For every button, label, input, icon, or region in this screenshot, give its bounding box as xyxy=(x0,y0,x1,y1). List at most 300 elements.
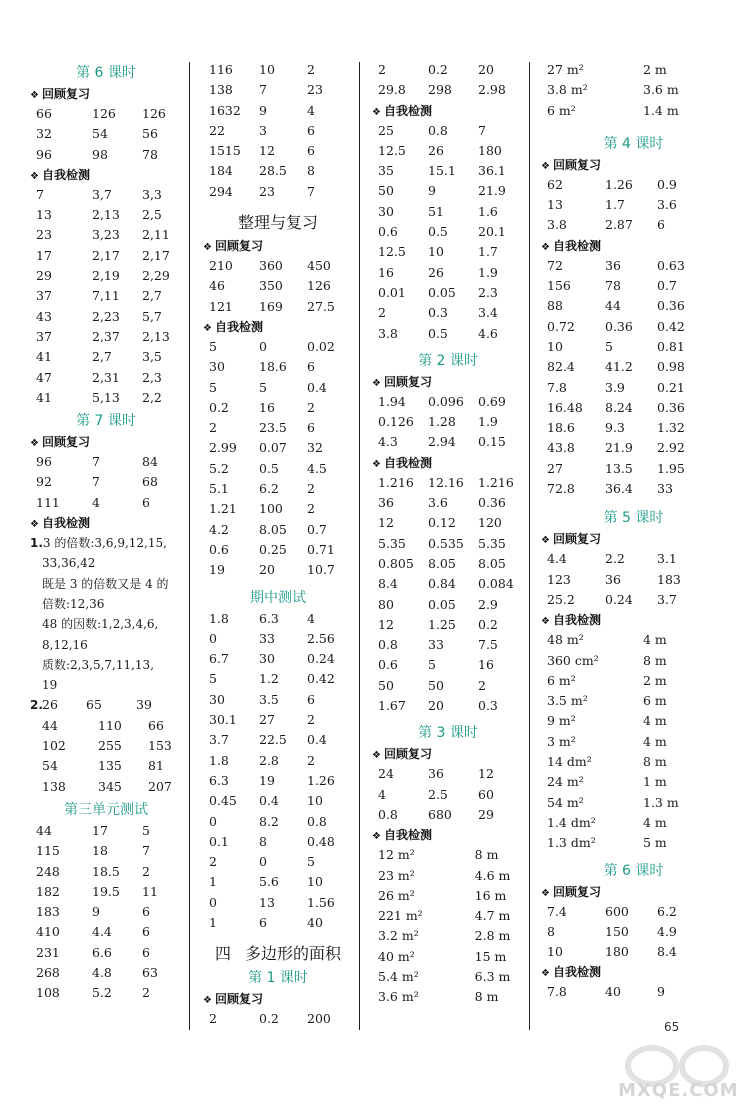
answer-cell: 5 xyxy=(428,657,436,673)
answer-row xyxy=(372,615,524,635)
answer-cell: 5.2 xyxy=(209,460,229,476)
answer-cell: 2,11 xyxy=(142,227,170,243)
answer-cell: 182 xyxy=(36,883,60,899)
answer-cell: 138 xyxy=(209,82,233,98)
answer-rows xyxy=(372,60,524,101)
answer-cell: 12.16 xyxy=(428,474,464,490)
answer-cell: 0.84 xyxy=(428,576,456,592)
answer-cell: 3,7 xyxy=(92,186,112,202)
question-line: 倍数:12,36 xyxy=(42,596,105,611)
answer-cell: 11 xyxy=(142,883,158,899)
answer-cell: 294 xyxy=(209,183,233,199)
answer-cell: 7.8 xyxy=(547,984,567,1000)
answer-cell: 6 xyxy=(142,494,150,510)
answer-row xyxy=(372,181,524,201)
answer-row xyxy=(541,317,726,337)
answer-cell: 200 xyxy=(307,1011,331,1027)
answer-cell: 9 xyxy=(657,984,665,1000)
answer-row xyxy=(372,764,524,784)
answer-cell: 8.05 xyxy=(259,521,287,537)
answer-cell: 207 xyxy=(148,778,172,794)
answer-row xyxy=(30,472,182,492)
answer-cell: 4.5 xyxy=(307,460,327,476)
answer-cell: 4 m xyxy=(643,632,667,648)
answer-cell: 4.8 xyxy=(92,964,112,980)
answer-row xyxy=(372,595,524,615)
answer-cell: 16 xyxy=(378,264,394,280)
answer-cell: 2,3 xyxy=(142,369,162,385)
answer-row xyxy=(541,902,726,922)
answer-row xyxy=(372,513,524,533)
answer-row xyxy=(203,499,353,519)
answer-rows xyxy=(372,764,524,825)
answer-row xyxy=(541,256,726,276)
answer-cell: 37 xyxy=(36,288,52,304)
answer-cell: 4.2 xyxy=(209,521,229,537)
answer-row xyxy=(30,124,182,144)
answer-cell: 3.5 xyxy=(259,691,279,707)
answer-row xyxy=(541,60,726,80)
answer-cell: 12 xyxy=(378,616,394,632)
answer-row xyxy=(30,205,182,225)
answer-row xyxy=(372,635,524,655)
answer-cell: 50 xyxy=(378,677,394,693)
answer-cell: 10.7 xyxy=(307,562,335,578)
answer-cell: 0.126 xyxy=(378,414,414,430)
answer-cell: 8.24 xyxy=(605,399,633,415)
answer-cell: 1515 xyxy=(209,143,241,159)
answer-row xyxy=(203,256,353,276)
answer-cell: 27 xyxy=(259,712,275,728)
answer-cell: 23 xyxy=(259,183,275,199)
answer-cell: 6.7 xyxy=(209,651,229,667)
answer-cell: 25 xyxy=(378,122,394,138)
answer-cell: 0.535 xyxy=(428,535,464,551)
answer-cell: 1.4 m xyxy=(643,102,679,118)
answer-cell: 20 xyxy=(259,562,275,578)
answer-cell: 8 m xyxy=(643,754,667,770)
answer-rows xyxy=(541,549,726,610)
answer-cell: 54 xyxy=(92,126,108,142)
answer-cell: 2.56 xyxy=(307,630,335,646)
answer-cell: 6 m² xyxy=(547,102,576,118)
answer-cell: 9 xyxy=(428,183,436,199)
answer-cell: 0.2 xyxy=(428,62,448,77)
answer-cell: 1.25 xyxy=(428,616,456,632)
answer-cell: 12 xyxy=(259,143,275,159)
answer-cell: 24 xyxy=(378,766,394,782)
answer-cell: 0.02 xyxy=(307,338,335,354)
answer-cell: 5 xyxy=(605,338,613,354)
answer-cell: 23 xyxy=(36,227,52,243)
answer-cell: 6 xyxy=(307,359,315,375)
answer-cell: 2.8 xyxy=(259,752,279,768)
answer-cell: 50 xyxy=(378,183,394,199)
answer-cell: 62 xyxy=(547,176,563,192)
answer-cell: 123 xyxy=(547,571,571,587)
answer-row xyxy=(541,922,726,942)
answer-cell: 121 xyxy=(209,298,233,314)
answer-cell: 10 xyxy=(307,874,323,890)
answer-cell: 0.3 xyxy=(478,698,498,714)
answer-cell: 2 xyxy=(307,712,315,728)
answer-cell: 72 xyxy=(547,257,563,273)
answer-cell: 0.5 xyxy=(428,325,448,341)
answer-row xyxy=(203,60,353,80)
answer-cell: 360 cm² xyxy=(547,652,599,668)
answer-cell: 4.6 m xyxy=(474,867,511,883)
answer-cell: 13 xyxy=(547,197,563,213)
answer-cell: 4 xyxy=(307,610,315,626)
answer-row xyxy=(30,983,182,1003)
answer-cell: 12 xyxy=(478,766,494,782)
answer-cell: 10 xyxy=(259,62,275,77)
answer-cell: 66 xyxy=(148,717,164,733)
answer-cell: 4.7 m xyxy=(474,908,511,924)
answer-row xyxy=(30,327,182,347)
answer-cell: 30.1 xyxy=(209,712,237,728)
subsection-label: ❖ 回顾复习 xyxy=(541,155,726,175)
answer-cell: 0.05 xyxy=(428,596,456,612)
answer-cell: 2.99 xyxy=(209,440,237,456)
answer-cell: 5,7 xyxy=(142,308,162,324)
answer-cell: 0.5 xyxy=(428,224,448,240)
answer-cell: 7.8 xyxy=(547,379,567,395)
answer-cell: 0 xyxy=(259,338,267,354)
answer-row xyxy=(30,246,182,266)
answer-cell: 36 xyxy=(605,571,621,587)
answer-cell: 3,3 xyxy=(142,186,162,202)
answer-cell: 44 xyxy=(36,822,52,838)
answer-row xyxy=(30,882,182,902)
answer-cell: 23 m² xyxy=(378,867,415,883)
answer-row xyxy=(203,479,353,499)
answer-cell: 80 xyxy=(378,596,394,612)
answer-row xyxy=(372,303,524,323)
answer-cell: 2.87 xyxy=(605,217,633,233)
answer-cell: 32 xyxy=(36,126,52,142)
answer-cell: 6.6 xyxy=(92,944,112,960)
answer-cell: 8.4 xyxy=(657,944,677,960)
answer-cell: 8 xyxy=(547,923,555,939)
answer-cell: 0.15 xyxy=(478,434,506,450)
answer-cell: 0.7 xyxy=(657,278,677,294)
answer-row xyxy=(203,378,353,398)
answer-cell: 41 xyxy=(36,389,52,405)
unit-number: 四 xyxy=(214,944,231,964)
answer-cell: 12.5 xyxy=(378,244,406,260)
answer-cell: 0.24 xyxy=(307,651,335,667)
answer-cell: 0 xyxy=(209,630,217,646)
answer-cell: 16 xyxy=(259,399,275,415)
section-title: 第 4 课时 xyxy=(603,135,664,152)
answer-row xyxy=(203,357,353,377)
answer-cell: 410 xyxy=(36,924,60,940)
answer-rows xyxy=(203,256,353,317)
answer-cell: 248 xyxy=(36,863,60,879)
column-3 xyxy=(372,60,524,1008)
answer-cell: 3 m² xyxy=(547,733,576,749)
answer-cell: 8 xyxy=(307,163,315,179)
subsection-label: ❖ 回顾复习 xyxy=(372,744,524,764)
answer-row xyxy=(541,398,726,418)
page-number: 65 xyxy=(664,1020,680,1034)
answer-rows xyxy=(541,256,726,500)
answer-cell: 3.7 xyxy=(209,732,229,748)
answer-cell: 2 xyxy=(209,854,217,870)
answer-cell: 1.26 xyxy=(307,772,335,788)
section-title: 整理与复习 xyxy=(237,213,318,233)
answer-cell: 1.216 xyxy=(478,474,514,490)
answer-cell: 33 xyxy=(428,637,444,653)
answer-cell: 0.07 xyxy=(259,440,287,456)
answer-row xyxy=(203,832,353,852)
answer-cell: 1.9 xyxy=(478,264,498,280)
answer-row xyxy=(36,756,182,776)
answer-cell: 0.69 xyxy=(478,393,506,409)
subsection-label: ❖ 自我检测 xyxy=(372,825,524,845)
subsection-label: ❖ 回顾复习 xyxy=(30,84,182,104)
answer-cell: 1.9 xyxy=(478,414,498,430)
answer-cell: 10 xyxy=(428,244,444,260)
answer-cell: 81 xyxy=(148,758,164,774)
answer-cell: 138 xyxy=(42,778,66,794)
answer-row xyxy=(541,459,726,479)
subsection-label: ❖ 自我检测 xyxy=(30,165,182,185)
answer-row xyxy=(541,337,726,357)
answer-cell: 19 xyxy=(259,772,275,788)
answer-cell: 600 xyxy=(605,903,629,919)
answer-row xyxy=(372,805,524,825)
subsection-label: ❖ 自我检测 xyxy=(203,317,353,337)
answer-cell: 4.4 xyxy=(547,551,567,567)
answer-cell: 180 xyxy=(605,944,629,960)
answer-cell: 5.2 xyxy=(92,985,112,1001)
answer-cell: 5.35 xyxy=(378,535,406,551)
answer-cell: 115 xyxy=(36,843,60,859)
answer-cell: 17 xyxy=(36,247,52,263)
answer-cell: 96 xyxy=(36,146,52,162)
section-title: 第 2 课时 xyxy=(418,352,478,369)
answer-row xyxy=(372,242,524,262)
answer-cell: 12 m² xyxy=(378,847,415,863)
answer-cell: 1.216 xyxy=(378,474,414,490)
answer-cell: 2 xyxy=(478,677,486,693)
answer-cell: 33 xyxy=(657,481,673,497)
section-title: 第 7 课时 xyxy=(76,413,136,430)
answer-cell: 135 xyxy=(98,758,122,774)
answer-cell: 66 xyxy=(36,106,52,121)
answer-row xyxy=(203,1009,353,1029)
answer-row xyxy=(30,368,182,388)
answer-cell: 5 xyxy=(209,671,217,687)
answer-cell: 26 m² xyxy=(378,887,415,903)
subsection-label: ❖ 自我检测 xyxy=(541,962,726,982)
answer-row xyxy=(30,145,182,165)
answer-cell: 7 xyxy=(36,186,44,202)
section-title: 第 6 课时 xyxy=(76,65,136,81)
answer-cell: 5,13 xyxy=(92,389,120,405)
answer-cell: 0.8 xyxy=(428,122,448,138)
answer-cell: 169 xyxy=(259,298,283,314)
answer-cell: 72.8 xyxy=(547,481,575,497)
answer-cell: 84 xyxy=(142,454,158,470)
subsection-label: ❖ 回顾复习 xyxy=(30,432,182,452)
answer-cell: 20.1 xyxy=(478,224,506,240)
answer-row xyxy=(372,967,524,987)
answer-cell: 20 xyxy=(428,698,444,714)
answer-row xyxy=(372,574,524,594)
subsection-label: ❖ 自我检测 xyxy=(541,236,726,256)
answer-row xyxy=(541,296,726,316)
answer-cell: 3.2 m² xyxy=(378,928,419,944)
answer-row xyxy=(30,388,182,408)
answer-rows xyxy=(541,60,726,121)
answer-row xyxy=(372,121,524,141)
answer-row xyxy=(541,175,726,195)
answer-cell: 0.05 xyxy=(428,284,456,300)
answer-cell: 20 xyxy=(478,62,494,77)
answer-cell: 8.2 xyxy=(259,813,279,829)
answer-cell: 2 xyxy=(209,420,217,436)
answer-cell: 30 xyxy=(209,691,225,707)
answer-cell: 0.36 xyxy=(605,318,633,334)
answer-cell: 40 xyxy=(307,914,323,930)
answer-cell: 0.21 xyxy=(657,379,685,395)
column-1 xyxy=(30,60,182,1004)
answer-cell: 37 xyxy=(36,328,52,344)
subsection-label: ❖ 回顾复习 xyxy=(203,236,353,256)
answer-cell: 2.5 xyxy=(428,786,448,802)
answer-cell: 25.2 xyxy=(547,591,575,607)
answer-cell: 1632 xyxy=(209,102,241,118)
answer-cell: 41.2 xyxy=(605,359,633,375)
answer-cell: 1.95 xyxy=(657,460,685,476)
question-line: 33,36,42 xyxy=(42,556,96,571)
answer-cell: 19.5 xyxy=(92,883,120,899)
subsection-label: ❖ 回顾复习 xyxy=(541,882,726,902)
answer-cell: 6.3 xyxy=(259,610,279,626)
answer-row xyxy=(203,872,353,892)
answer-row xyxy=(203,398,353,418)
answer-cell: 28.5 xyxy=(259,163,287,179)
answer-cell: 1.32 xyxy=(657,420,685,436)
answer-row xyxy=(372,655,524,675)
answer-row xyxy=(30,862,182,882)
answer-cell: 2,7 xyxy=(142,288,162,304)
answer-cell: 2.98 xyxy=(478,82,506,98)
answer-row xyxy=(30,493,182,513)
answer-row xyxy=(30,185,182,205)
answer-cell: 22 xyxy=(209,122,225,138)
question-line: 既是 3 的倍数又是 4 的 xyxy=(42,576,169,591)
answer-cell: 0.805 xyxy=(378,555,414,571)
answer-cell: 10 xyxy=(307,793,323,809)
question-number-row: 2. 26 65 39 xyxy=(30,697,152,713)
answer-cell: 7.4 xyxy=(547,903,567,919)
answer-cell: 1.3 dm² xyxy=(547,835,596,851)
answer-cell: 7 xyxy=(478,122,486,138)
answer-cell: 92 xyxy=(36,474,52,490)
answer-cell: 1.56 xyxy=(307,894,335,910)
answer-row xyxy=(372,696,524,716)
answer-row xyxy=(36,777,182,797)
answer-row xyxy=(203,669,353,689)
answer-cell: 36.4 xyxy=(605,481,633,497)
answer-row xyxy=(541,942,726,962)
answer-cell: 48 m² xyxy=(547,632,584,648)
answer-row xyxy=(541,752,726,772)
answer-cell: 2.3 xyxy=(478,284,498,300)
answer-row xyxy=(203,609,353,629)
answer-row xyxy=(203,771,353,791)
answer-cell: 150 xyxy=(605,923,629,939)
answer-row xyxy=(36,736,182,756)
answer-cell: 6 xyxy=(307,691,315,707)
answer-cell: 2,7 xyxy=(92,349,112,365)
answer-cell: 110 xyxy=(98,717,122,733)
answer-cell: 15.1 xyxy=(428,163,456,179)
answer-cell: 153 xyxy=(148,738,172,754)
answer-cell: 3.6 m xyxy=(643,82,679,98)
answer-row xyxy=(203,418,353,438)
answer-cell: 46 xyxy=(209,278,225,294)
answer-cell: 54 xyxy=(42,758,58,774)
answer-cell: 1 xyxy=(209,914,217,930)
answer-row xyxy=(30,286,182,306)
answer-cell: 0.81 xyxy=(657,338,685,354)
answer-row xyxy=(203,649,353,669)
answer-cell: 298 xyxy=(428,82,452,98)
answer-cell: 82.4 xyxy=(547,359,575,375)
answer-row xyxy=(541,651,726,671)
column-divider xyxy=(189,62,190,1030)
answer-cell: 0.4 xyxy=(259,793,279,809)
answer-rows xyxy=(372,473,524,717)
answer-cell: 210 xyxy=(209,258,233,274)
answer-rows xyxy=(372,392,524,453)
answer-row xyxy=(372,202,524,222)
answer-cell: 6.2 xyxy=(657,903,677,919)
answer-cell: 2 xyxy=(378,305,386,321)
answer-cell: 0.72 xyxy=(547,318,575,334)
subsection-label: ❖ 回顾复习 xyxy=(541,529,726,549)
answer-rows xyxy=(203,60,353,202)
answer-cell: 3.5 m² xyxy=(547,693,588,709)
answer-cell: 0.71 xyxy=(307,541,335,557)
answer-cell: 16 xyxy=(478,657,494,673)
answer-cell: 1.21 xyxy=(209,501,237,517)
answer-cell: 0.8 xyxy=(307,813,327,829)
answer-cell: 7 xyxy=(92,454,100,470)
answer-cell: 13 xyxy=(36,207,52,223)
answer-cell: 18.6 xyxy=(547,420,575,436)
answer-row xyxy=(372,534,524,554)
answer-row xyxy=(203,560,353,580)
answer-row xyxy=(541,357,726,377)
answer-cell: 1.8 xyxy=(209,610,229,626)
answer-cell: 68 xyxy=(142,474,158,490)
answer-cell: 0.98 xyxy=(657,359,685,375)
answer-row xyxy=(30,821,182,841)
answer-cell: 0 xyxy=(209,813,217,829)
answer-row xyxy=(541,570,726,590)
answer-cell: 2,17 xyxy=(92,247,120,263)
answer-row xyxy=(372,283,524,303)
answer-cell: 1.6 xyxy=(478,203,498,219)
answer-row xyxy=(203,791,353,811)
answer-cell: 30 xyxy=(259,651,275,667)
